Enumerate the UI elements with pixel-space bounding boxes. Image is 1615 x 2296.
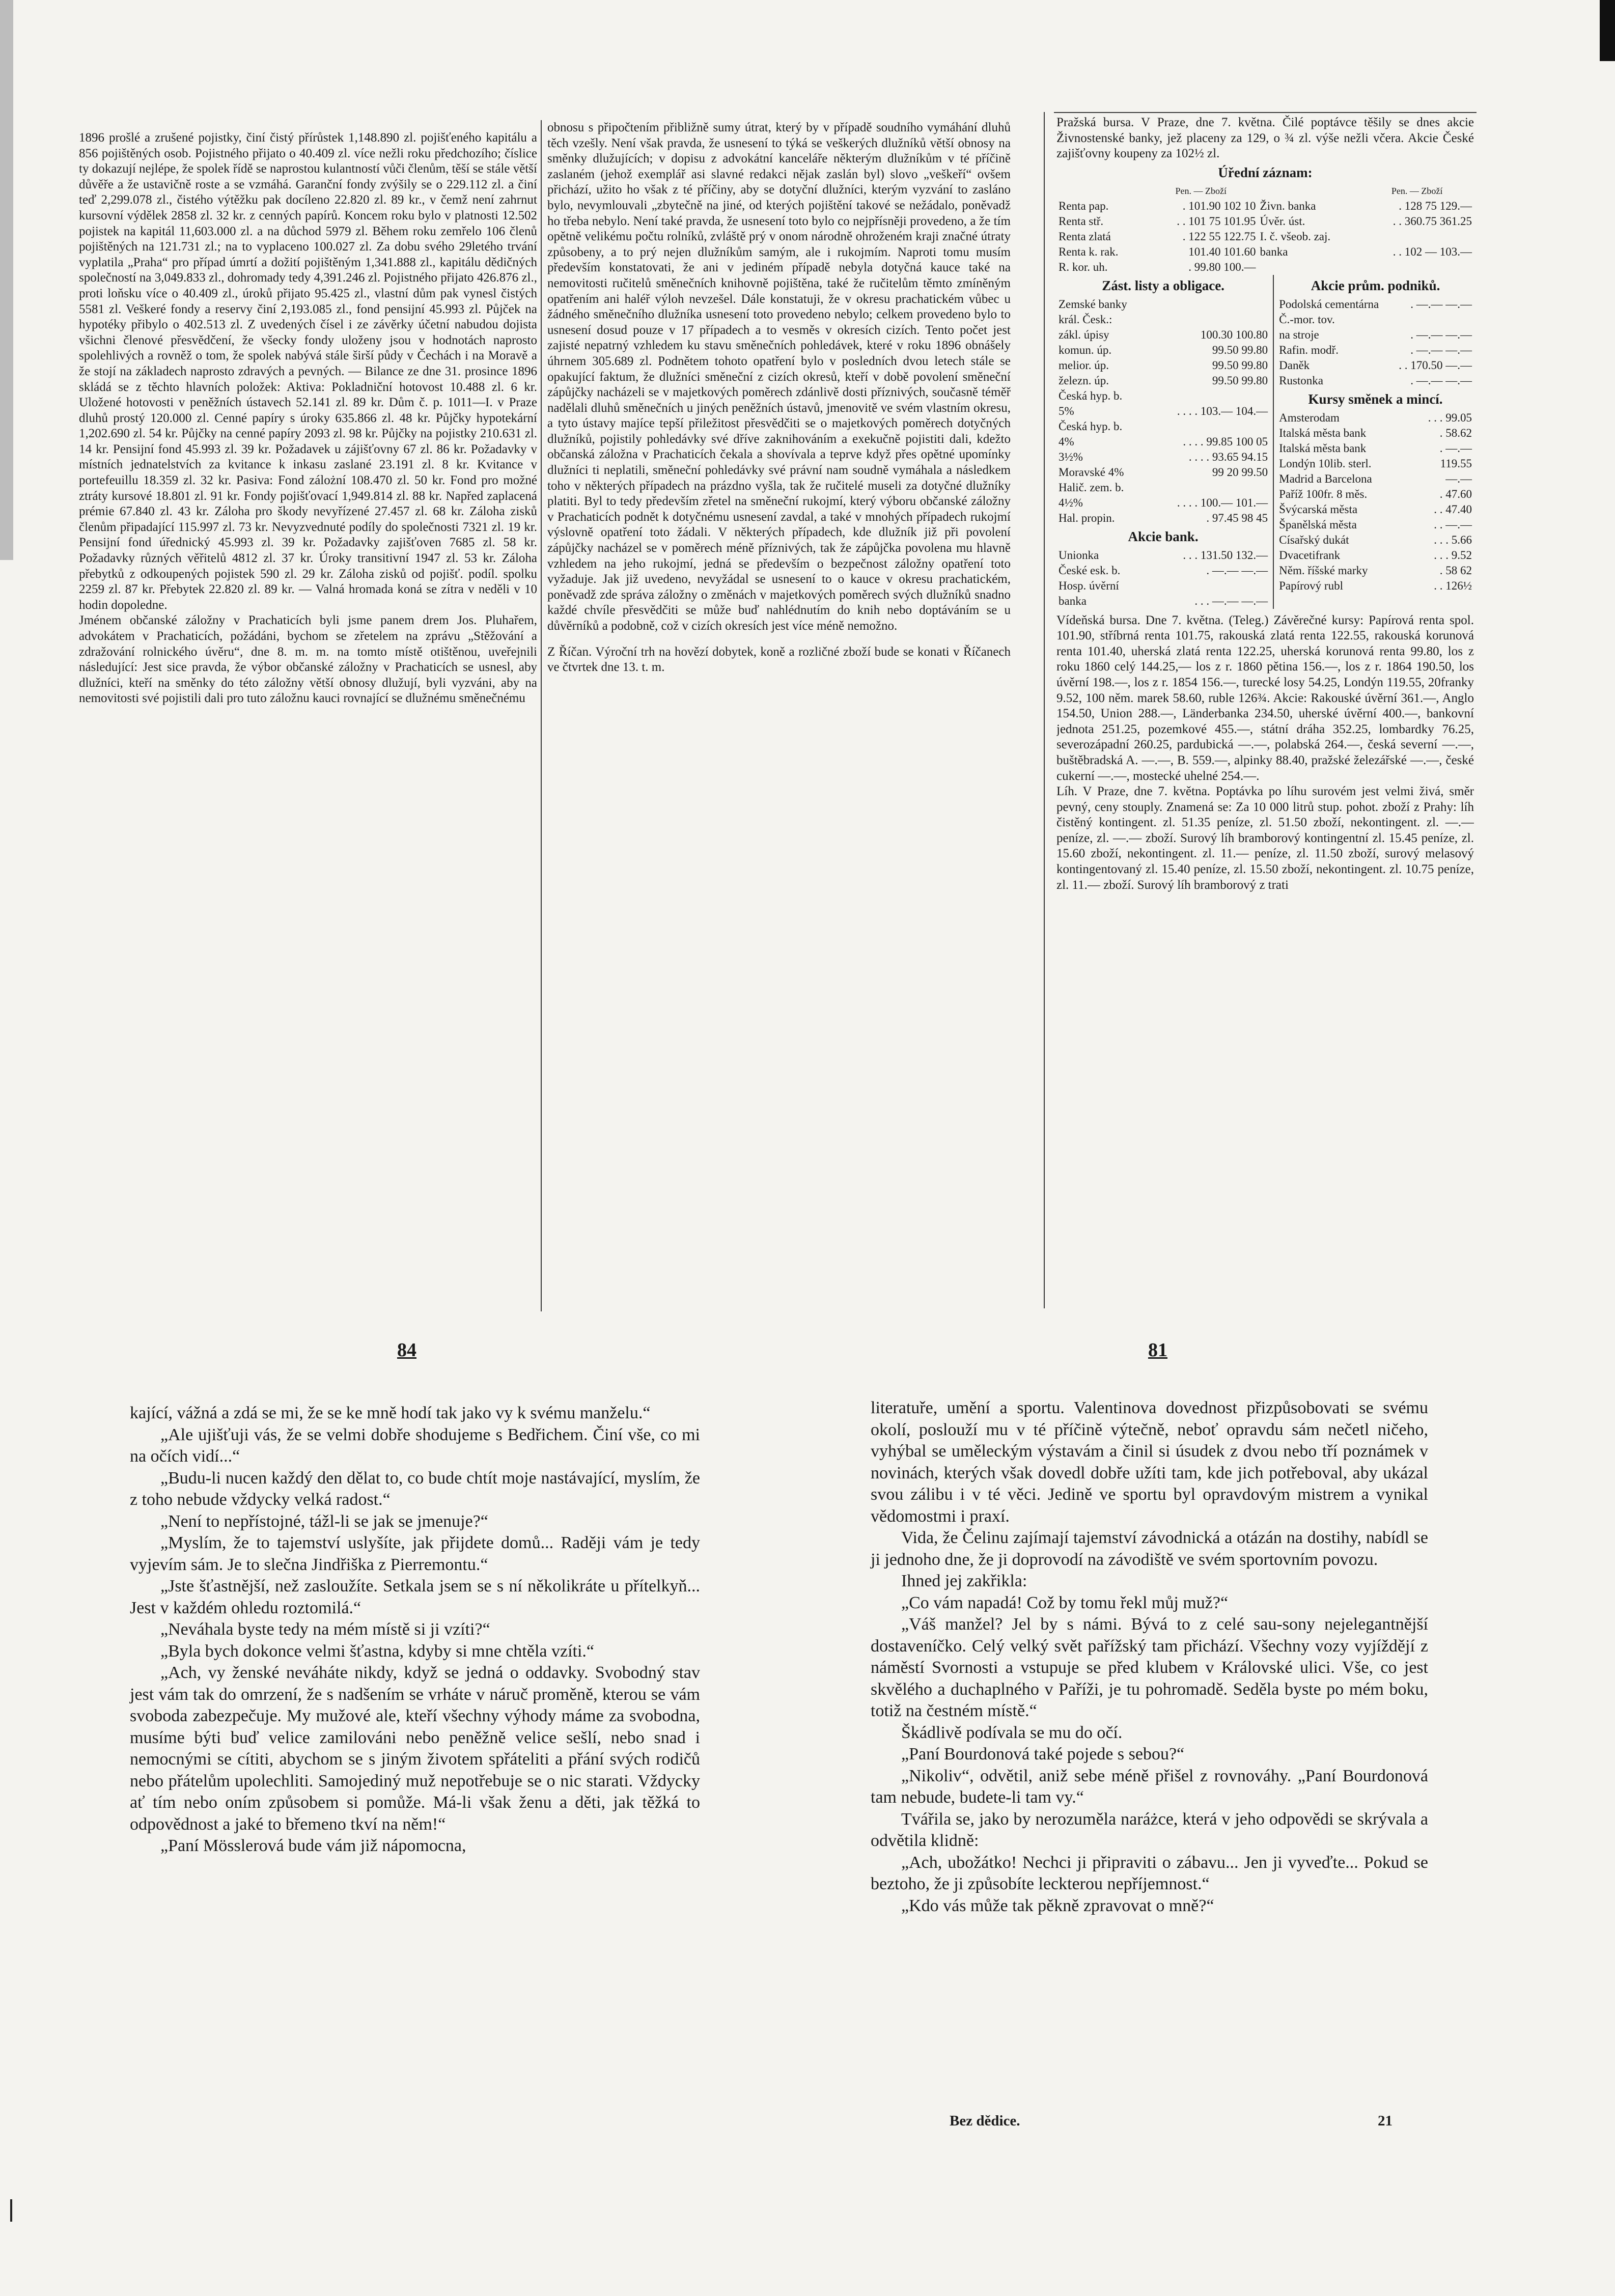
table-row (1277, 327, 1474, 343)
stock-name: Rustonka (1279, 374, 1324, 387)
table-row (1056, 297, 1270, 312)
exchange-value: . . 126½ (1434, 579, 1472, 592)
table-row (1056, 244, 1474, 260)
table-row (1056, 358, 1270, 373)
bond-values: . . . . 103.— 104.— (1177, 404, 1268, 417)
novel-paragraph: „Neváhala byste tedy na mém místě si ji vzíti?“ (160, 1620, 490, 1639)
rate-name: Úvěr. úst. (1260, 215, 1305, 228)
novel-paragraph: „Byla bych dokonce velmi šťastna, kdyby si mne chtěla vzíti.“ (160, 1641, 595, 1661)
rate-values: 101.40 101.60 (1188, 245, 1256, 259)
page-number-left: 84 (397, 1339, 416, 1361)
stock-values (1390, 312, 1474, 327)
scan-edge-corner (1600, 0, 1615, 61)
bond-name: Česká hyp. b. (1059, 419, 1123, 433)
bond-name: zákl. úpisy (1059, 328, 1109, 341)
table-row (1277, 343, 1474, 358)
table-row (1277, 312, 1474, 327)
bond-name: 4½% (1059, 496, 1083, 509)
exchange-name: Londýn 10lib. sterl. (1279, 457, 1372, 470)
novel-column-left (130, 1403, 700, 1857)
bonds-table (1056, 297, 1270, 526)
novel-paragraph: „Ach, ubožátko! Nechci ji připraviti o zábavu... Jen ji vyveďte... Pokud se beztoho, že ji způsobíte leckterou nepříjemnost.“ (871, 1853, 1428, 1893)
rate-values: . . 101 75 101.95 (1177, 215, 1256, 228)
table-row (1056, 388, 1270, 404)
bond-values (1149, 312, 1270, 327)
savings-bank-continued-paragraph: obnosu s připočtením přibližně sumy útrat, který by v případě soudního vymáhání dluhů těch vzešly. Není však pravda, že usnesení to týká se veškerých dlužníků větší obnosy na směnky dlužujících; v dopisu z advokátní kanceláře některým dlužníkům v té příčině zaslaném (jehož exemplář asi slavné redakci nějak zaslán byl) slovo „veškeří“ ovšem přichází, užito ho však z té příčiny, aby se dotyční dlužníci, kterým vyzvání to zasláno bylo, nevymlouvali „zbytečně na jiné, od kterých pojištění takové se nežádalo, poněvadž ho třeba nebylo. Není také pravda, že usnesení toto bylo co nejpřísněji provedeno, a že tím opětně velikému počtu rolníků, zvláště prý v onom národně ohroženém kraji značné útraty způsobeny, a to prý nejen dlužníkům samým, ale i rukojmím. Naproti tomu musím především konstatovati, že ani v jediném případě nebyla dotyčná kauce také na nemovitosti ručitelů směnečních knihovně pojištěna, také že ručitelům těmto zmíněným opatřením ani haléř výloh nevzešel. Dále konstatuji, že v okresu prachatickém vůbec u žádného směnečního dlužníka usnesení toto provedeno nebylo; celkem provedeno bylo to usnesení dosud pouze v 17 případech a to vesměs v okresích cizích. Tento počet jest zajisté nepatrný vzhledem ku stavu směnečních pohledávek, které v roku 1896 obnášely úhrnem 305.689 zl. Podnětem tohoto opatření bylo v posledních dvou letech stále se opakující faktum, že dlužníci směneční z cizích okresů, kteří v době povolení směneční zápůjčky nacházeli se v majetkových poměrech zdánlivě dosti příznivých, současně téměř nadělali dluhů směnečních u jiných peněžních ústavů, jmenovitě ve svém vlastním okresu, a tyto ústavy majíce tepší přiležitost přesvědčiti se o majetkových poměrech dotyčných dlužníků, pojistily pohledávky své dříve zaknihováním a exekučně pojistiti dali, kdežto občanská záložna v Prachaticích čekala a shovívala a teprve když přes opětné upomínky dlužníci ti neplatili, směneční pohledávky své právní nam soudně vymáhala a následkem toho v některých případech na prázdno vyšla, tak že ručitelé museli za dotyčné dlužníky platiti. Byl to tedy především zřetel na směneční rukojmí, který výboru občanské záložny v Prachaticích podnět k dotyčnému usnesení zavdal, a také v mnohých případech rukojmí výslovně opatření toto žádali. V některých případech, kde dlužník již při povolení zápůjčky nacházel se v poměrech méně příznivých, tak že zápůjčka povolena mu hlavně vzhledem na jeho rukojmí, jedná se především o bezpečnost záložny opatření toto vyžaduje. Jak již uvedeno, nevyžádal se usnesení to o kauce v okresu prachatickém, poněvadž zde správa záložny o změnách v majetkových poměrech svých dlužníků snadno každé chvíle přesvědčiti se může buď nahlédnutím do knih nebo doptáváním se u důvěrníků a podobně, což v cizích okresích jest více méně nemožno. (547, 121, 1011, 633)
exchange-value: . 58 62 (1439, 564, 1472, 577)
rate-values (1360, 229, 1474, 244)
novel-paragraph: „Ach, vy ženské neváháte nikdy, když se jedná o oddavky. Svobodný stav jest vám tak do omrzení, že s nadšením se vrháte v náruč proměně, kterou se vám svoboda zabezpečuje. My mužové ale, kteří všechny výhody máme za svobodna, musíme býti buď velice zamilováni nebo peněžně velice sešlí, nebo snad i nemocnými se cítiti, abychom se s jiným životem spřáteliti a přání svých rodičů nebo přátelům upolechliti. Samojediný muž nepotřebuje se o nic starati. Vždycky ať tím nebo oním způsobem si pomůže. Má-li však ženu a děti, jak těžká to odpovědnost a jaké to břemeno tkví na něm!“ (130, 1663, 700, 1834)
table-head-left: Pen. — Zboží (1175, 186, 1227, 197)
table-row (1056, 343, 1270, 358)
footer-page-number: 21 (1378, 2113, 1393, 2129)
table-row (1056, 327, 1270, 343)
ricany-market-notice: Z Říčan. Výroční trh na hovězí dobytek, koně a rozličné zboží bude se konati v Říčanech ve čtvrtek dne 13. t. m. (547, 645, 1011, 675)
bond-values: . . . . 99.85 100 05 (1183, 435, 1268, 448)
bond-name: melior. úp. (1059, 358, 1109, 372)
novel-paragraph: „Myslím, že to tajemství uslyšíte, jak přijdete domů... Raději vám je tedy vyjevím sám. Je to slečna Jindřiška z Pierremontu.“ (130, 1533, 700, 1574)
rate-name (1258, 260, 1360, 275)
prague-market-intro: Pražská bursa. V Praze, dne 7. května. Čilé poptávce těšily se dnes akcie Živnostenské banky, jež placeny za 129, o ¾ zl. výše nežli včera. Akcie České zajišťovny koupeny za 102½ zl. (1056, 116, 1474, 161)
stock-name: na stroje (1279, 328, 1319, 341)
table-row (1277, 578, 1474, 594)
official-record-label: Úřední záznam: (1218, 164, 1313, 180)
exchange-value: . . —.— (1434, 518, 1472, 531)
exchange-name: Dvacetifrank (1279, 548, 1341, 562)
exchange-value: . 58.62 (1439, 426, 1472, 439)
banks-table (1056, 548, 1270, 609)
table-row (1056, 450, 1270, 465)
bond-name: železn. úp. (1059, 374, 1109, 387)
rate-values: . . 102 — 103.— (1393, 245, 1472, 259)
novel-column-right (871, 1397, 1428, 1917)
margin-mark (10, 2199, 12, 2222)
bond-values (1149, 388, 1270, 404)
novel-paragraph: „Paní Mösslerová bude vám již nápomocna, (160, 1836, 466, 1855)
stock-values: . —.— —.— (1410, 297, 1472, 311)
exchange-value: . . . 5.66 (1434, 533, 1472, 546)
rate-name: Renta pap. (1059, 200, 1109, 213)
rate-name: Renta zlatá (1059, 230, 1111, 243)
stock-values: . —.— —.— (1410, 374, 1472, 387)
market-column-right (1056, 115, 1474, 1311)
page-footer (950, 2113, 1393, 2130)
table-row (1056, 419, 1270, 434)
rate-values: . 99.80 100.— (1188, 261, 1256, 274)
novel-paragraph: Vida, že Čelinu zajímají tajemství závodnická a otázán na dostihy, nabídl se ji jednoho dne, že ji doprovodí na závodiště ve svém sportovním povozu. (871, 1528, 1428, 1569)
novel-paragraph: „Nikoliv“, odvětil, aniž sebe méně přišel z rovnováhy. „Paní Bourdonová tam nebude, budete-li tam vy.“ (871, 1766, 1428, 1807)
table-row (1277, 487, 1474, 502)
table-row (1277, 373, 1474, 388)
bond-name: 3½% (1059, 450, 1083, 463)
rate-values: . . 360.75 361.25 (1393, 215, 1472, 228)
rate-values: . 128 75 129.— (1399, 200, 1472, 213)
novel-paragraph: kající, vážná a zdá se mi, že se ke mně hodí tak jako vy k svému manželu.“ (130, 1404, 651, 1422)
bank-values: . . . 131.50 132.— (1183, 548, 1268, 562)
exchange-value: . . . 99.05 (1428, 411, 1472, 424)
bank-values: . —.— —.— (1206, 564, 1268, 577)
rate-name: R. kor. uh. (1059, 261, 1108, 274)
vienna-market-paragraph: Vídeňská bursa. Dne 7. května. (Teleg.) Závěrečné kursy: Papírová renta spol. 101.90, stříbrná renta 101.75, rakouská zlatá renta 122.55, rakouská korunová renta 101.40, uherská zlatá renta 122.25, uherská korunová renta 99.80, los z roku 1860 celý 144.25,— los z r. 1860 pětina 156.—, los z r. 1864 190.50, los úvěrní 198.—, los z r. 1854 156.—, turecké losy 54.25, Londýn 119.55, 20franky 9.52, 100 něm. marek 58.60, ruble 126¾. Akcie: Rakouské úvěrní 361.—, Anglo 154.50, Union 288.—, Länderbanka 234.50, uherské úvěrní 400.—, bankovní jednota 251.25, pozemkové 455.—, státní dráha 352.25, lombardky 76.25, severozápadní 260.25, pardubická —.—, polabská 264.—, česká severní —.—, buštěbradská A. —.—, B. 559.—, alpinky 88.40, pražské železářské —.—, české cukerní —.—, mostecké uhelné 254.—. (1056, 613, 1474, 783)
rate-values: . 122 55 122.75 (1182, 230, 1256, 243)
bond-values (1149, 419, 1270, 434)
bond-name: Halič. zem. b. (1059, 481, 1124, 494)
bond-name: 5% (1059, 404, 1074, 417)
exchange-value: . 47.60 (1439, 487, 1472, 500)
table-row (1277, 441, 1474, 456)
banks-title: Akcie bank. (1128, 528, 1199, 544)
rate-name: Renta k. rak. (1059, 245, 1119, 259)
footer-title: Bez dědice. (950, 2113, 1020, 2129)
bond-values: 99 20 99.50 (1212, 465, 1268, 479)
table-row (1056, 495, 1270, 511)
exchange-value: . . 47.40 (1434, 502, 1472, 516)
stocks-title: Akcie prům. podniků. (1311, 278, 1440, 294)
novel-paragraph: Tvářila se, jako by nerozuměla naráżce, která v jeho odpovědi se skrývala a odvětila klidně: (871, 1809, 1428, 1850)
table-row (1277, 456, 1474, 471)
table-row (1056, 260, 1474, 275)
exchange-name: Italská města bank (1279, 441, 1367, 455)
rate-values: . 101.90 102 10 (1182, 200, 1256, 213)
bond-name: Hal. propin. (1059, 511, 1115, 524)
exchange-name: Amsterodam (1279, 411, 1340, 424)
table-head-right: Pen. — Zboží (1391, 186, 1443, 197)
table-row (1277, 533, 1474, 548)
table-row (1056, 199, 1474, 214)
stock-values: . —.— —.— (1410, 343, 1472, 356)
exchange-value: 119.55 (1440, 457, 1472, 470)
stocks-table (1277, 297, 1474, 388)
table-row (1277, 297, 1474, 312)
stock-name: Daněk (1279, 358, 1310, 372)
table-row (1277, 358, 1474, 373)
bond-values: 99.50 99.80 (1212, 374, 1268, 387)
table-row (1056, 511, 1270, 526)
table-row (1277, 517, 1474, 533)
bonds-title: Zást. listy a obligace. (1102, 278, 1224, 294)
table-row (1056, 434, 1270, 450)
exchange-name: Švýcarská města (1279, 502, 1358, 516)
bond-values: . . . . 93.65 94.15 (1188, 450, 1268, 463)
exchange-table (1277, 410, 1474, 594)
bond-values: . . . . 100.— 101.— (1177, 496, 1268, 509)
table-row (1056, 229, 1474, 244)
novel-paragraph: „Ale ujišťuji vás, že se velmi dobře shodujeme s Bedřichem. Činí vše, co mi na očích vidí...“ (130, 1425, 700, 1466)
stock-name: Podolská cementárna (1279, 297, 1379, 311)
bond-name: Česká hyp. b. (1059, 389, 1123, 402)
bonds-section (1056, 275, 1274, 608)
table-row (1277, 410, 1474, 426)
table-row (1056, 578, 1270, 594)
bond-name: král. Česk.: (1059, 313, 1112, 326)
table-row (1056, 563, 1270, 578)
novel-paragraph: „Budu-li nucen každý den dělat to, co bude chtít moje nastávající, myslím, že z toho nebude vždycky velká radost.“ (130, 1468, 700, 1509)
exchange-value: —.— (1445, 472, 1472, 485)
novel-paragraph: „Váš manžel? Jel by s námi. Bývá to z celé sau-sony nejelegantnější dostaveníčko. Celý velký svět pařížský tam přichází. Všechny vozy vyjíždějí z náměstí Svornosti a vstupuje se před klubem v Královské ulici. Vše, co jest skvělého a duchaplného v Paříži, je tu pohromadě. Sedělа byste po mém boku, totiž na čestném místě.“ (871, 1615, 1428, 1720)
bond-values: 100.30 100.80 (1200, 328, 1268, 341)
bank-name: Unionka (1059, 548, 1099, 562)
spirit-market-paragraph: Líh. V Praze, dne 7. května. Poptávka po líhu surovém jest velmi živá, směr pevný, ceny stouply. Znamená se: Za 10 000 litrů stup. pohot. zboží z Prahy: líh čistěný kontingent. zl. 51.35 peníze, zl. 51.50 zboží, nekontingent. zl. —.— peníze, zl. —.— zboží. Surový líh bramborový kontingentní zl. 15.45 peníze, zl. 15.60 zboží, nekontingent. zl. 11.— peníze, zl. 11.50 zboží, surový melasový kontingentovaný zl. 15.40 peníze, zl. 15.50 zboží, nekontingent. zl. 10.75 peníze, zl. 11.— zboží. Surový líh bramborový z trati (1056, 785, 1474, 892)
rate-name: I. č. všeob. zaj. (1260, 230, 1331, 243)
novel-paragraph: literatuře, umění a sportu. Valentinova dovednost přizpůsobovati se svému okolí, poslouží mu v té příčině výtečně, neboť opravdu sám nečetl ničeho, vyhýbal se uměleckým výstavám a činil si úsudek z dvou nebo tří poznámek v novinách, kterých však dovedl dobře užíti tam, kde jich potřeboval, aby ukázal svou zálibu i v té věci. Jedině ve sportu byl opravdovým mistrem a vynikal vědomostmi i praxí. (871, 1398, 1428, 1526)
insurance-report-paragraph: 1896 prošlé a zrušené pojistky, činí čistý přírůstek 1,148.890 zl. pojišťeného kapitálu a 856 pojištěných osob. Pojistného přijato o 40.409 zl. více nežli roku předchozího; číslice ty dokazují nejlépe, že spolek řídě se naprostou kulantností vůči členům, těší se stále větší důvěře a že ustavičně roste a se vzmáhá. Garanční fondy zvýšily se o 229.112 zl. a činí teď 2,299.078 zl., čistého výtěžku pak docíleno 22.820 zl. 89 kr., v čemž není zahrnut kursovní výdělek 2858 zl. 32 kr. z cenných papírů. Koncem roku bylo v platnosti 12.502 pojistek na kapitál 11,603.000 zl. a na důchod 5979 zl. Během roku zemřelo 106 členů pojištěných na 121.731 zl.; na to vyplaceno 100.027 zl. Za dobu svého 29letého trvání vyplatila „Praha“ pro případ úmrtí a dožití pojištěným 1,341.888 zl., kapitálu dědičných společností na 3,049.833 zl., dohromady tedy 4,391.246 zl. Pojistného přijato 426.876 zl., proti loňsku více o 40.409 zl., úroků přijato 95.425 zl., vlastní dům pak vynesl čistých 5581 zl. Veškeré fondy a reservy činí 2,193.085 zl., fond pensijní 45.993 zl. Půjček na hypotéky přibylo o 402.513 zl. Z uvedených čísel i ze závěrky účetní nabudou dojista všichni členové přesvědčení, že všecky fondy uloženy jsou v hodnotách naprosto spolehlivých a rovněž o tom, že spolek nabývá stále širší půdy v Čechách i na Moravě a že stojí na základech naprosto zdravých a pevných. — Bilance ze dne 31. prosince 1896 skládá se z těchto hlavních položek: Aktiva: Pokladniční hotovost 10.488 zl. 6 kr. Uložené hotovosti v peněžních ústavech 52.141 zl. 89 kr. Dům č. p. 1011—I. v Praze dluhů prostý 120.000 zl. Cenné papíry s úroky 635.866 zl. 48 kr. Půjčky hypotekární 1,202.690 zl. 54 kr. Půjčky na cenné papíry 2093 zl. 98 kr. Půjčky na pojistky 210.631 zl. 14 kr. Pensijní fond 45.993 zl. 39 kr. Požadavek u zájišťovny 67 zl. 86 kr. Požadavky v místních jednatelstvích za kvitance k inkasu zaslané 23.191 zl. 8 kr. Kvitance v portefeuillu 18.359 zl. 32 kr. Pasiva: Fond zálożní 108.470 zl. 50 kr. Fond pro možné ztráty kursové 18.801 zl. 91 kr. Fondy pojišťovací 1,949.814 zl. 88 kr. Napřed zaplacená prémie 67.840 zl. 43 kr. Záloha pro škody nevyřízené 27.457 zl. 68 kr. Záloha zisků členům připadající 115.997 zl. 73 kr. Nevyzvednuté podíly do společnosti 7321 zl. 19 kr. Pensijní fond úřednický 45.993 zl. 39 kr. Požadavky zajišťoven 7685 zl. 58 kr. Požadavky různých věřitelů 4812 zl. 37 kr. Úroky transitivní 1947 zl. 53 kr. Záloha přebytků z odkoupených pojistek 590 zl. 29 kr. Záloha zisků od pojišť. podíl. spolku 2259 zl. 87 kr. Přebytek 22.820 zl. 89 kr. — Valná hromada koná se zítra v neděli v 10 hodin dopoledne. (79, 131, 537, 612)
table-row (1056, 312, 1270, 327)
bond-values: . 97.45 98 45 (1206, 511, 1268, 524)
bond-values (1149, 480, 1270, 495)
rate-values (1360, 260, 1474, 275)
bond-values: 99.50 99.80 (1212, 358, 1268, 372)
table-row (1056, 594, 1270, 609)
bond-name: Moravské 4% (1059, 465, 1124, 479)
page-number-right: 81 (1148, 1339, 1167, 1361)
exchange-value: . —.— (1439, 441, 1472, 455)
bank-values (1147, 578, 1270, 594)
table-row (1056, 373, 1270, 388)
stock-name: Č.-mor. tov. (1279, 313, 1335, 326)
table-row (1056, 480, 1270, 495)
table-row (1277, 502, 1474, 517)
table-row (1056, 548, 1270, 563)
novel-paragraph: „Jste šťastnější, než zasloužíte. Setkala jsem se s ní několikráte u přítelkyň... Jest v každém ohledu roztomilá.“ (130, 1577, 700, 1617)
exchange-value: . . . 9.52 (1434, 548, 1472, 562)
bank-values: . . . —.— —.— (1194, 594, 1268, 607)
table-row (1277, 426, 1474, 441)
table-row (1056, 404, 1270, 419)
rate-name: Živn. banka (1260, 200, 1316, 213)
table-row (1056, 465, 1270, 480)
news-column-left (79, 130, 537, 1317)
bond-name: Zemské banky (1059, 297, 1127, 311)
exchange-name: Papírový rubl (1279, 579, 1343, 592)
novel-paragraph: Ihned jej zakřikla: (901, 1572, 1027, 1590)
novel-paragraph: „Paní Bourdonová také pojede s sebou?“ (901, 1745, 1185, 1763)
exchange-name: Španělská města (1279, 518, 1357, 531)
table-row (1056, 214, 1474, 229)
bond-values: 99.50 99.80 (1212, 343, 1268, 356)
bond-name: 4% (1059, 435, 1074, 448)
exchange-name: Italská města bank (1279, 426, 1367, 439)
table-row (1277, 563, 1474, 578)
column-rule (541, 120, 542, 1311)
table-row (1277, 548, 1474, 563)
market-top-rule (1054, 112, 1477, 113)
bank-name: České esk. b. (1059, 564, 1121, 577)
exchange-name: Paříž 100fr. 8 měs. (1279, 487, 1368, 500)
exchange-title: Kursy směnek a mincí. (1308, 391, 1443, 407)
stock-values: . —.— —.— (1410, 328, 1472, 341)
exchange-name: Madrid a Barcelona (1279, 472, 1372, 485)
novel-paragraph: „Kdo vás může tak pěkně zpravovat o mně?“ (901, 1896, 1214, 1915)
novel-paragraph: „Co vám napadá! Což by tomu řekl můj muž?“ (901, 1593, 1229, 1612)
rates-block (1056, 275, 1474, 608)
stocks-section (1274, 275, 1474, 608)
stock-name: Rafin. modř. (1279, 343, 1339, 356)
novel-paragraph: „Není to nepřístojné, tážl-li se jak se jmenuje?“ (160, 1511, 488, 1531)
news-column-middle (547, 120, 1011, 1317)
scan-edge-shadow (0, 0, 13, 560)
bank-name: Hosp. úvěrní (1059, 579, 1119, 592)
novel-paragraph: Škádlivě podívala se mu do očí. (901, 1723, 1123, 1742)
rates-table-top (1056, 183, 1474, 275)
exchange-name: Císařský dukát (1279, 533, 1349, 546)
table-row (1277, 471, 1474, 487)
bond-values (1149, 297, 1270, 312)
stock-values: . . 170.50 —.— (1399, 358, 1472, 372)
rate-name: banka (1260, 245, 1288, 259)
bank-name: banka (1059, 594, 1087, 607)
bond-name: komun. úp. (1059, 343, 1112, 356)
exchange-name: Něm. říšské marky (1279, 564, 1368, 577)
savings-bank-paragraph: Jménem občanské záložny v Prachaticích byli jsme panem drem Jos. Pluhařem, advokátem v Prachaticích, požádáni, bychom se zřetelem na zprávu „Stěžování a zdražování rolnického úvěru“, dne 8. m. m. na tomto místě otištěnou, uveřejnili následující: Jest sice pravda, že výbor občanské záložny v Prachaticích se usnesl, aby dlužníci, kteří na směnky do této záložny větší obnosy dlužují, byli vyzváni, aby na nemovitosti své pojistili dali pro tuto záložnu kauci rovnající se dlužnému směnečnému (79, 613, 537, 706)
rate-name: Renta stř. (1059, 215, 1104, 228)
column-rule (1044, 112, 1045, 1308)
